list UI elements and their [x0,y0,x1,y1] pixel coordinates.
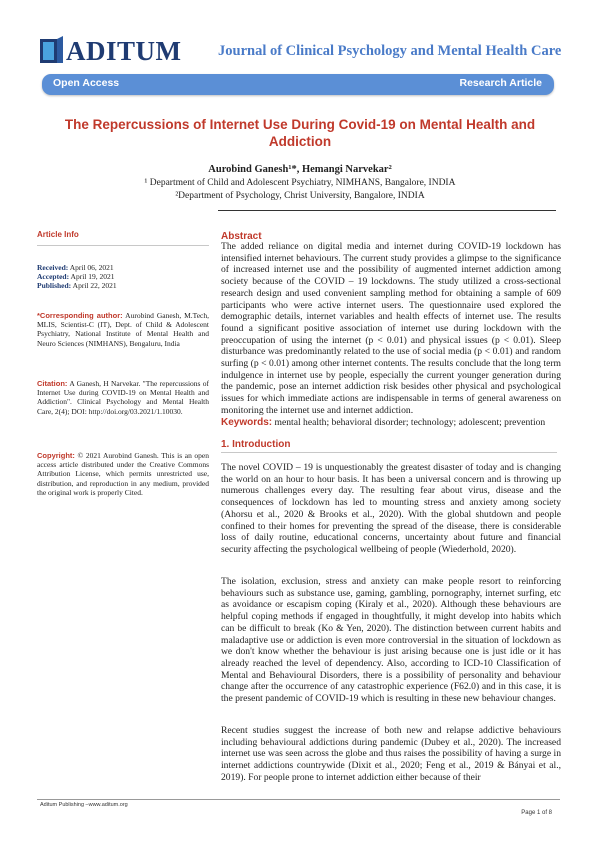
logo-text: ADITUM [66,36,182,66]
copyright [37,451,209,497]
article-type-label: Research Article [459,77,542,89]
article-dates [37,263,209,291]
abstract-text: The added reliance on digital media and internet during COVID-19 lockdown has intensified internet behaviours. The current study provides a glimpse to the significance of increased internet use and the possibility of augmented internet addiction among society because of the COVID – 19 lockdowns. The study utilized a cross-sectional research design and used convenient sampling method for obtaining a sample of 609 participants who were active internet users. The questionnaire used explored the demographic details, internet variables and health effects of internet use. The results found a significant positive association of internet use during lockdown with the preoccupation of using the internet (p < 0.01) and physical issues (p < 0.01). Sleep disturbance was predominantly related to the use of social media (p < 0.01) and random surfing (p < 0.01) among other internet contents. The results conclude that the long term indulgence in internet use by people, especially the current younger generation during the pandemic, pose an internet addiction risk besides other physical and psychological issues for which immediate actions are indispensable in terms of general awareness on monitoring the internet use and internet addiction. [221,241,561,416]
published-label: Published: [37,281,72,291]
page-number: Page 1 of 8 [521,810,552,816]
introduction-paragraph-3: Recent studies suggest the increase of both new and relapse addictive behaviours including behavioural addictions during pandemic (Dubey et al., 2020). The increased internet use was seen across the globe and thus raises the possibility of having a surge in internet addictions countrywide (Dixit et al., 2020; Feng et al., 2019 & Bányai et al., 2019). For people prone to internet addiction either because of their [221,725,561,783]
footer-publisher: Aditum Publishing –www.aditum.org [40,802,128,808]
citation-text: A Ganesh, H Narvekar. "The repercussions of Internet Use during COVID-19 on Mental Health and Addiction". Clinical Psychology and Mental Health Care, 2(4); DOI: http://doi.org/03.2021/1.10030. [37,379,210,416]
book-icon [38,36,64,66]
aditum-logo [38,34,198,68]
title-divider [218,210,556,211]
authors: Aurobind Ganesh¹*, Hemangi Narvekar² [208,164,392,175]
received-label: Received: [37,263,69,272]
keywords-text: mental health; behavioral disorder; technology; adolescent; prevention [274,417,546,428]
published-date: April 22, 2021 [72,281,117,291]
accepted-label: Accepted: [37,272,70,282]
corresponding-author [37,311,209,348]
copyright-label: Copyright: [37,451,75,460]
abstract-heading: Abstract [221,231,262,242]
footer-divider [37,799,560,800]
article-title: The Repercussions of Internet Use During Covid-19 on Mental Health and Addiction [64,117,536,149]
introduction-paragraph-2: The isolation, exclusion, stress and anxiety can make people resort to reinforcing behaviours such as substance use, gaming, gambling, pornography, internet surfing, etc as avoidance or escapism coping (Kiraly et al., 2020). Although these behaviours are helpful coping methods if engaged in thoughtfully, it might develop into habits which can be difficult to break (Ko & Yen, 2020). The distinction between current habits and maladaptive use or addiction is even more controversial in the situation of lockdown as we don't know whether the behaviour is just arising because one is just idle or it has already reached the level of dependency. Also, according to ICD-10 Classification of Mental and Behavioural Disorders, there is a possibility of personality and behaviour change after the occurrence of any catastrophic experience (F62.0) and in this case, it is the present pandemic of COVID-19 which is resulting in these new behaviour changes. [221,576,561,705]
accepted-date: April 19, 2021 [70,272,115,282]
affiliation-2: ²Department of Psychology, Christ University, Bangalore, INDIA [175,191,425,201]
article-info-heading: Article Info [37,230,79,239]
header-banner [42,74,554,95]
received-date: April 06, 2021 [69,263,114,272]
corresponding-label: *Corresponding author: [37,311,123,320]
keywords [221,417,561,429]
corresponding-text: Aurobind Ganesh, M.Tech, MLIS, Scientist-C (IT), Dept. of Child & Adolescent Psychiatry, National Institute of Mental Health and Neuro Sciences (NIMHANS), Bengaluru, India [37,311,209,348]
copyright-text: © 2021 Aurobind Ganesh. This is an open access article distributed under the Creative Commons Attribution License, which permits unrestricted use, distribution, and reproduction in any medium, provided the original work is properly Cited. [37,451,210,497]
citation-label: Citation: [37,379,68,388]
introduction-paragraph-1: The novel COVID – 19 is unquestionably the greatest disaster of today and is changing the world on an hour to hour basis. It has been a universal concern and is throwing up numerous challenges every day. The resulting fear about virus, disease and the consequences of lockdown has led to mounting stress and anxiety among society (Ahorsu et al., 2020 & Brooks et al., 2020). With the global shutdown and people confined to their homes for preventing the spread of the disease, there is considerable loss of daily routine, educational concerns, uncertainty about future and financial security affecting the psychological wellbeing of people (Wiederhold, 2020). [221,462,561,555]
citation [37,379,209,416]
open-access-label: Open Access [53,77,120,89]
keywords-label: Keywords: [221,417,273,428]
introduction-divider [221,452,557,453]
article-info-divider [37,245,209,246]
introduction-heading: 1. Introduction [221,439,291,450]
journal-title: Journal of Clinical Psychology and Mental Health Care [218,43,562,59]
affiliation-1: ¹ Department of Child and Adolescent Psychiatry, NIMHANS, Bangalore, INDIA [144,178,456,188]
